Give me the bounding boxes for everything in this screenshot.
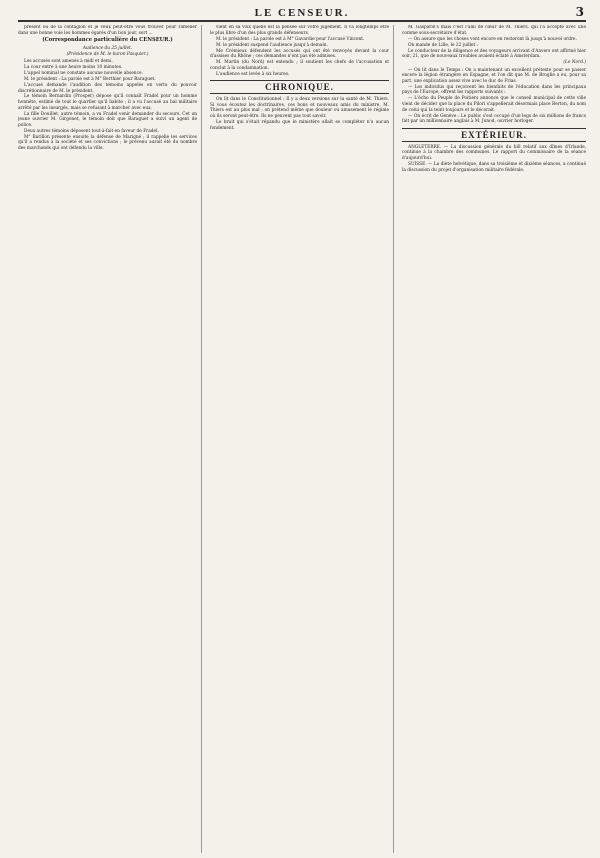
article-paragraph: — On écrit de Genève : Le public s'est occupé d'un legs de six millions de francs fait par un millionnaire anglais à M. Junod, ouvrier horloger. — [402, 113, 586, 125]
article-paragraph: — L'écho du Peuple de Poitiers annonce que le conseil municipal de cette ville vient de décider que la place du Pilori s'appellerait désormais place Berton, du nom de celui qui la teint toujours et le décorait. — [402, 96, 586, 113]
page-number: 3 — [575, 5, 584, 19]
article-paragraph: On lit dans le Constitutionnel : Il y a deux versions sur la santé de M. Thiers. Si vous écoutez les doctrinaires, ces bons et nouveaux amis du ministre, M. Thiers est au plus mal ; on prétend même que douleur ou amusement le régime où ils seront peut-être. Ils ne peuvent pas tout savoir. — [210, 97, 389, 120]
article-paragraph: La cour entre à une heure moins 10 minutes. — [24, 64, 123, 70]
article-paragraph: — On assure que les choses vont encore en resteront là jusqu'à nouvel ordre. — [408, 36, 577, 42]
source-credit: (Le Nord.) — [563, 60, 586, 66]
article-columns — [18, 25, 586, 853]
chronique-title: CHRONIQUE. — [210, 80, 389, 94]
article-paragraph: L'audience est levée à six heures. — [216, 71, 290, 77]
exterieur-title: EXTÉRIEUR. — [402, 128, 586, 142]
article-paragraph: Me Crémieux défendent les accusés qui ont été renvoyés devant la cour d'assises du Rhône ; ces demandes n'ont pas été admises. — [210, 48, 389, 60]
article-paragraph: La fille Douillet, autre témoin, a vu Fradel venir demander du secours. Cet un jeune ouvrier M. Girgonet, le témoin doit que Baraguet a suivi un agent de police. — [18, 111, 197, 128]
article-paragraph: Le bruit qui s'était répandu que le ministère allait se compléter n'a aucun fondement. — [210, 120, 389, 131]
article-paragraph: vient en sa voix quelle est la pensée sur votre jugement. Il va longtemps être le plus libre d'un des plus grands défenseurs. — [210, 25, 389, 36]
column-1 — [18, 25, 202, 853]
article-paragraph: M. le président suspend l'audience jusqu'à demain. — [216, 42, 328, 48]
article-paragraph: ANGLETERRE. — La discussion générale du bill relatif aux dîmes d'Irlande, continue à la chambre des communes. Le rapport du commissaire de la séance d'aujourd'hui. — [402, 144, 586, 162]
article-paragraph: M. Gasparin's mais c'est l'ami de cœur de M. Thiers, qui l'a accepté avec une comme sous-secrétaire d'état. — [402, 25, 586, 36]
column-2 — [210, 25, 394, 853]
masthead — [18, 0, 586, 22]
article-paragraph: Le témoin Bernardin (Prosper) dépose qu'il connaît Fradel pour un homme honnête, estimé de tout le quartier qu'il habite ; il a vu l'accusé au bal militaire arrêté par les insurgés, mais se refusant à marcher avec eux. — [18, 94, 197, 111]
article-paragraph: L'appel nominal ne constate aucune nouvelle absence. — [24, 70, 143, 76]
article-paragraph: — Les individus qui reçoivent les bienfaits de l'éducation dans les principaux pays de l'Europe, offrent les rapports suivants : — [402, 84, 586, 96]
article-paragraph: M. Martin (du Nord) est entendu ; il soutient les chefs de l'accusation et conclut à la condamnation. — [210, 60, 389, 71]
section-heading: (Correspondance particulière du CENSEUR.) — [42, 37, 173, 44]
article-paragraph: M° Barillon présente ensuite la défense de Marigné ; il rappelle les services qu'il a rendus à la société et ses convictions ; le prévenu aurait été du nombre des marchands qui ont défendu la ville. — [18, 134, 197, 151]
article-paragraph: Les accusés sont amenés à midi et demi. — [24, 58, 113, 64]
article-paragraph: SUISSE. — La diète helvétique, dans sa troisième et dixième séances, a continué la discussion du projet d'organisation militaire fédérale. — [402, 162, 586, 173]
article-paragraph: Le conducteur de la diligence et des voyageurs arrivant d'Anvers ont affirmé hier soir, 21, que de nouveaux troubles avaient éclaté à Amsterdam. — [402, 48, 586, 60]
audience-subhead: Audience du 25 juillet. — [82, 45, 133, 51]
article-paragraph: M. le président : La parole est à M° Berthier pour Baraguet. — [24, 76, 156, 82]
article-paragraph: — On lit dans le Temps : On a maintenant un excellent prétexte pour se passer encore la légion étrangère en Espagne, et l'on dit que M. de Broglie a eu, pour sa part, une explication assez vive avec le duc de Frias. — [402, 67, 586, 84]
newspaper-title: LE CENSEUR. — [254, 7, 350, 19]
article-paragraph: Deux autres témoins déposent tout-à-fait en faveur de Fradel. — [24, 128, 159, 134]
article-paragraph: présent ou de la contagion et je veux peut-être vous trouver pour ramener dans une bonne voie les hommes égarés d'un bon jour, sort ... — [18, 25, 197, 36]
article-paragraph: M. le président : La parole est à M° Gavardie pour l'accusé Vincent. — [216, 36, 365, 42]
article-paragraph: L'accusé demande l'audition des témoins appelés en vertu du pouvoir discrétionnaire de M. le président. — [18, 82, 197, 94]
column-3 — [402, 25, 586, 853]
presidence-note: (Présidence de M. le baron Pasquier.) — [66, 52, 149, 58]
article-paragraph: On mande de Lille, le 22 juillet : — [408, 42, 479, 48]
